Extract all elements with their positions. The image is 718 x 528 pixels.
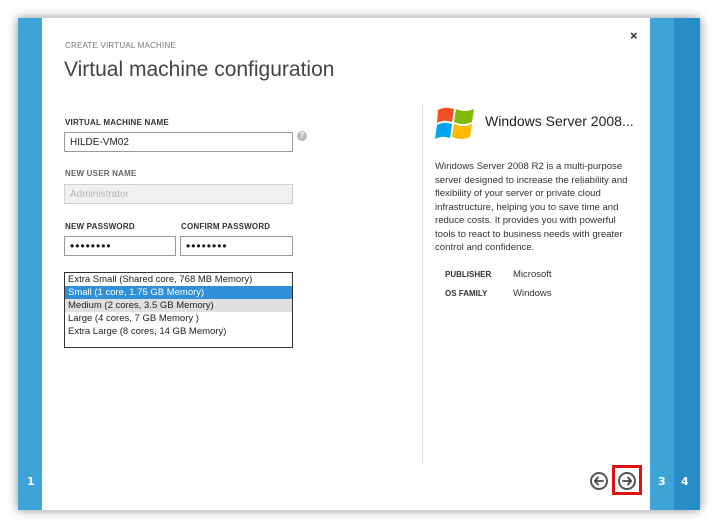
help-icon[interactable]: ? (297, 131, 307, 141)
step-indicator-4[interactable] (674, 18, 700, 510)
step-number-4: 4 (681, 475, 689, 488)
publisher-label: PUBLISHER (445, 270, 492, 279)
size-option[interactable]: Extra Large (8 cores, 14 GB Memory) (68, 326, 227, 337)
step-number-3: 3 (658, 475, 666, 488)
arrow-left-icon (593, 475, 605, 487)
step-indicator-3[interactable] (650, 18, 674, 510)
image-name: Windows Server 2008... (485, 113, 634, 129)
size-option-hovered[interactable]: Medium (2 cores, 3.5 GB Memory) (65, 299, 292, 312)
wizard-subtitle: CREATE VIRTUAL MACHINE (65, 41, 176, 50)
back-button[interactable] (590, 472, 608, 490)
wizard-dialog (18, 18, 700, 510)
user-name-label: NEW USER NAME (65, 169, 137, 178)
page-title: Virtual machine configuration (64, 58, 335, 81)
vm-name-input[interactable]: HILDE-VM02 (64, 132, 293, 152)
next-button-highlight (612, 465, 642, 495)
vm-size-listbox[interactable] (64, 272, 293, 348)
step-number-1: 1 (27, 475, 35, 488)
windows-logo-icon (435, 104, 477, 144)
close-icon[interactable]: × (630, 28, 638, 43)
vm-name-label: VIRTUAL MACHINE NAME (65, 118, 169, 127)
size-option[interactable]: Large (4 cores, 7 GB Memory ) (68, 313, 199, 324)
size-option-selected[interactable]: Small (1 core, 1.75 GB Memory) (65, 286, 292, 299)
os-family-value: Windows (513, 288, 552, 299)
panel-divider (422, 104, 423, 464)
image-description: Windows Server 2008 R2 is a multi-purpose server designed to increase the reliability and flexibility of your server or private cloud infrastructure, helping you to save time and reduce costs. It provides you with powerful tools to react to business needs with greater control and confidence. (435, 161, 628, 253)
password-input[interactable]: •••••••• (64, 236, 176, 256)
step-indicator-previous[interactable] (18, 18, 42, 510)
confirm-password-input[interactable]: •••••••• (180, 236, 293, 256)
user-name-input[interactable]: Administrator (64, 184, 293, 204)
size-option[interactable]: Extra Small (Shared core, 768 MB Memory) (68, 274, 253, 285)
confirm-password-label: CONFIRM PASSWORD (181, 222, 271, 231)
os-family-label: OS FAMILY (445, 289, 488, 298)
publisher-value: Microsoft (513, 269, 552, 280)
password-label: NEW PASSWORD (65, 222, 135, 231)
